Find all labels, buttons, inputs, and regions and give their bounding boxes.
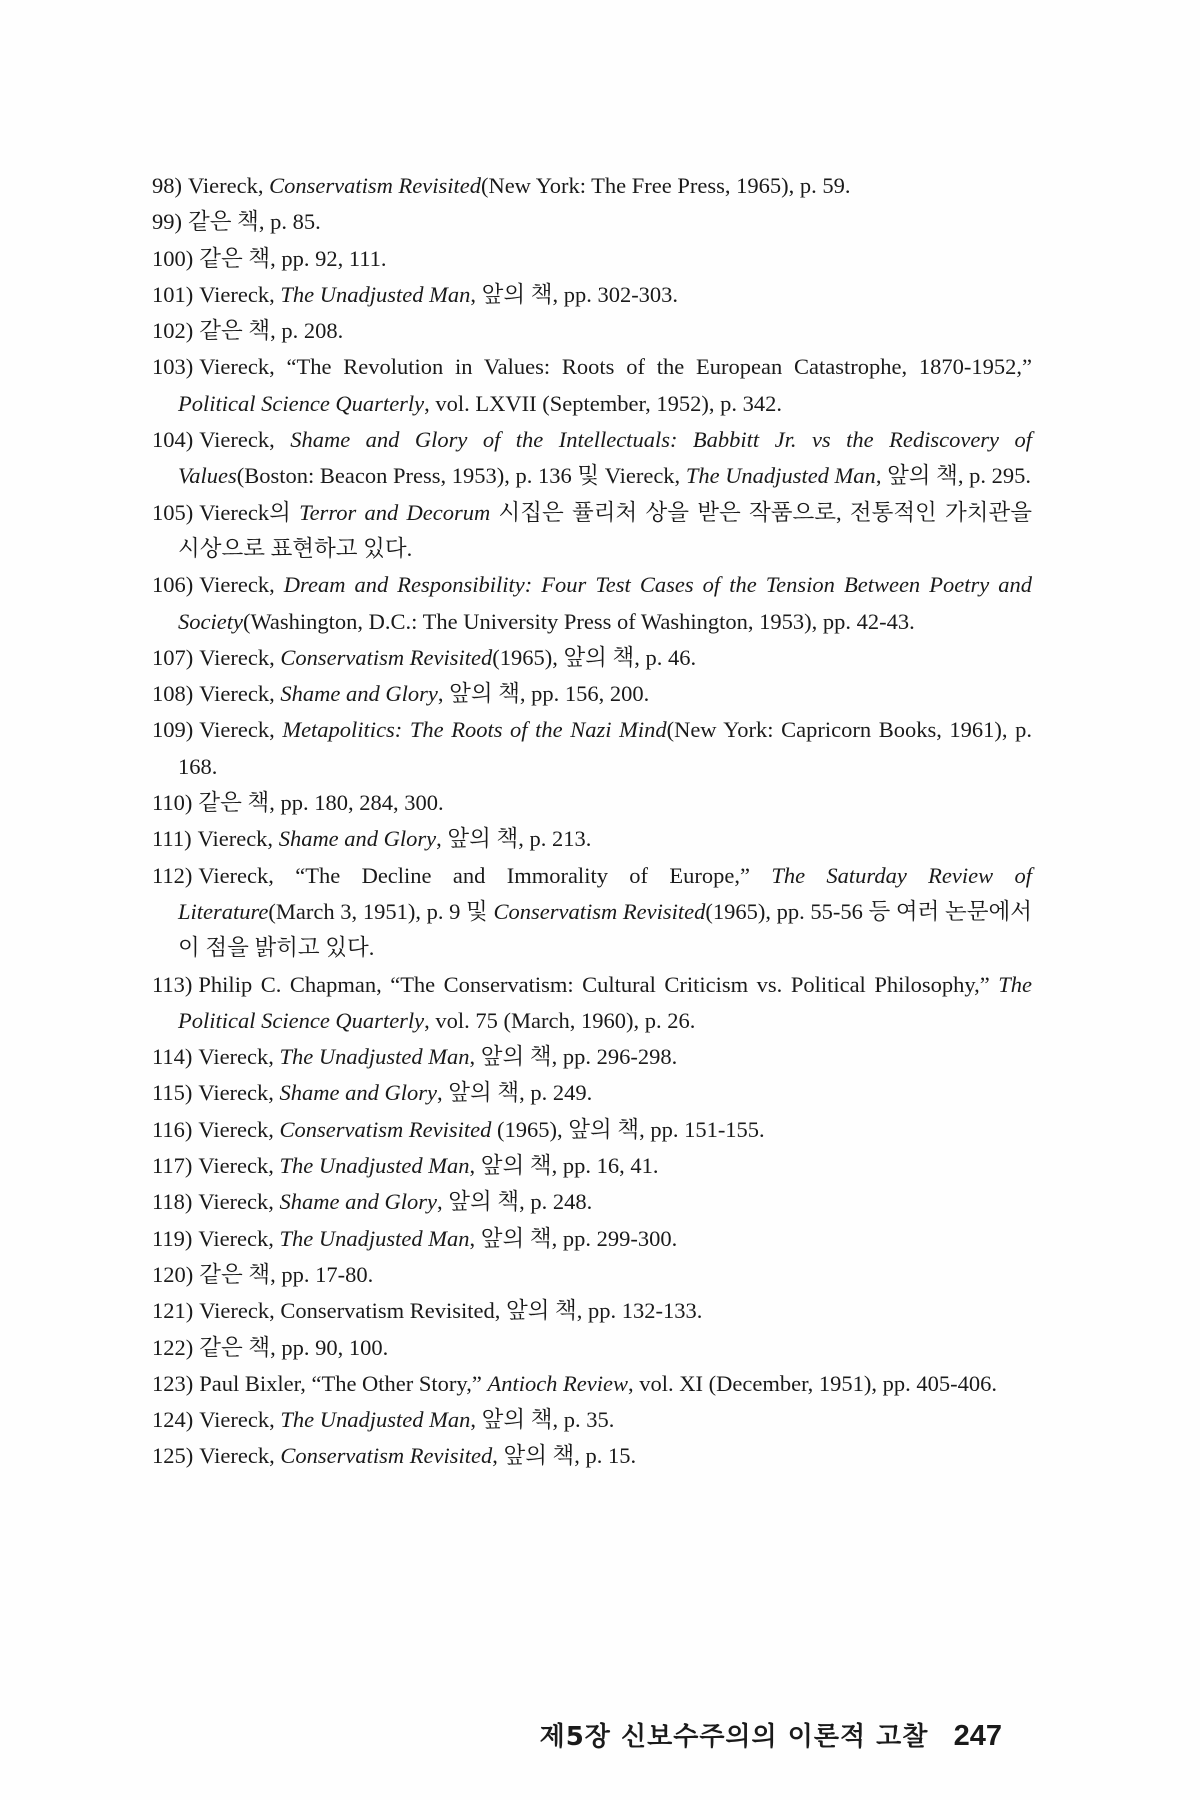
endnote-text: (Boston: Beacon Press, 1953), p. 136 및 Viereck,: [236, 463, 686, 489]
endnote-text: Philip C. Chapman, “The Conservatism: Cultural Criticism vs. Political Philosophy,”: [198, 971, 999, 997]
endnote-title-text: The Saturday Review of Literature: [178, 862, 1033, 924]
endnote-text: 같은 책, p. 85.: [188, 209, 321, 235]
endnote-text: Viereck,: [199, 717, 283, 743]
endnote-item: [152, 1039, 1032, 1075]
endnote-title-text: Shame and Glory: [279, 1080, 438, 1106]
endnote-item: [152, 567, 1032, 640]
endnote-text: Viereck,: [198, 1225, 280, 1251]
endnote-text: Viereck,: [188, 173, 270, 198]
endnote-title-text: Conservatism Revisited: [280, 1443, 493, 1469]
endnote-text: Viereck,: [199, 281, 281, 307]
endnotes-list: [152, 168, 1032, 1475]
endnote-text: , vol. 75 (March, 1960), p. 26.: [424, 1007, 696, 1033]
endnote-item: [152, 422, 1032, 495]
endnote-item: [152, 1184, 1032, 1220]
endnote-number: 120): [152, 1261, 194, 1287]
endnote-text: Viereck,: [198, 1153, 280, 1179]
endnote-item: [152, 168, 1032, 204]
endnote-item: [152, 1402, 1032, 1438]
endnote-item: [152, 967, 1032, 1040]
endnote-number: 123): [152, 1370, 194, 1396]
endnote-text: 같은 책, pp. 90, 100.: [199, 1334, 389, 1360]
endnote-text: , 앞의 책, pp. 156, 200.: [437, 681, 650, 707]
endnote-text: Viereck,: [199, 1443, 281, 1469]
endnote-text: Viereck,: [198, 1080, 280, 1106]
endnote-item: [152, 1112, 1032, 1148]
endnote-title-text: The Unadjusted Man: [279, 1153, 470, 1179]
endnote-title-text: Conservatism Revisited: [269, 173, 481, 198]
endnote-item: [152, 1075, 1032, 1111]
endnote-title-text: Shame and Glory: [280, 681, 438, 707]
endnote-item: [152, 277, 1032, 313]
endnote-text: Viereck, Conservatism Revisited, 앞의 책, pp. 132-133.: [199, 1298, 703, 1324]
endnote-title-text: Conservatism Revisited: [280, 644, 493, 670]
endnote-text: , vol. LXVII (September, 1952), p. 342.: [424, 390, 782, 416]
endnote-text: (March 3, 1951), p. 9 및: [268, 898, 494, 924]
endnote-title-text: The Unadjusted Man: [280, 281, 471, 307]
endnote-item: [152, 1148, 1032, 1184]
endnote-item: [152, 349, 1032, 422]
endnote-text: Viereck,: [199, 1407, 281, 1433]
endnote-text: , 앞의 책, p. 295.: [875, 463, 1032, 489]
endnote-number: 114): [152, 1044, 193, 1070]
endnote-text: , 앞의 책, p. 35.: [470, 1407, 615, 1433]
endnote-number: 98): [152, 173, 182, 198]
endnote-item: [152, 1366, 1032, 1402]
endnote-title-text: Antioch Review: [487, 1370, 629, 1396]
endnote-item: [152, 204, 1032, 240]
endnote-number: 119): [152, 1225, 193, 1251]
endnote-text: (Washington, D.C.: The University Press of Washington, 1953), pp. 42-43.: [242, 608, 915, 634]
endnote-text: Viereck의: [199, 499, 300, 525]
endnote-title-text: The Unadjusted Man: [685, 463, 876, 489]
endnote-number: 115): [152, 1080, 193, 1106]
endnote-item: [152, 1221, 1032, 1257]
endnote-text: , 앞의 책, p. 213.: [436, 826, 592, 852]
endnote-text: Paul Bixler, “The Other Story,”: [199, 1370, 488, 1396]
endnote-title-text: Conservatism Revisited: [493, 898, 706, 924]
endnote-title-text: Shame and Glory: [278, 826, 437, 852]
endnote-text: , 앞의 책, pp. 299-300.: [469, 1225, 678, 1251]
endnote-title-text: Political Science Quarterly: [178, 390, 425, 416]
endnote-item: [152, 676, 1032, 712]
endnote-text: (New York: Capricorn Books, 1961), p. 168.: [178, 717, 1032, 779]
endnote-number: 121): [152, 1298, 194, 1324]
endnote-number: 107): [152, 644, 194, 670]
endnote-title-text: Shame and Glory: [279, 1189, 438, 1215]
endnote-text: Viereck,: [199, 681, 281, 707]
endnote-title-text: The Unadjusted Man: [280, 1407, 471, 1433]
endnote-text: 시집은 퓰리처 상을 받은 작품으로, 전통적인 가치관을 시상으로 표현하고 있다.: [178, 499, 1033, 561]
endnote-number: 111): [152, 826, 192, 852]
page-number: 247: [953, 1720, 1002, 1752]
endnote-text: , 앞의 책, p. 15.: [492, 1443, 637, 1469]
endnote-text: , 앞의 책, pp. 302-303.: [470, 281, 679, 307]
endnote-title-text: The Political Science Quarterly: [178, 971, 1032, 1033]
endnote-number: 103): [152, 354, 194, 380]
endnote-number: 122): [152, 1334, 194, 1360]
endnote-text: (New York: The Free Press, 1965), p. 59.: [480, 173, 851, 198]
endnote-number: 101): [152, 281, 194, 307]
endnote-item: [152, 821, 1032, 857]
endnote-number: 100): [152, 245, 194, 271]
endnote-number: 118): [152, 1189, 193, 1215]
endnote-item: [152, 640, 1032, 676]
endnote-text: Viereck,: [198, 1044, 280, 1070]
endnote-item: [152, 1438, 1032, 1474]
endnote-number: 102): [152, 318, 194, 344]
endnote-text: 같은 책, pp. 180, 284, 300.: [198, 790, 444, 816]
endnote-number: 106): [152, 572, 194, 598]
endnote-number: 104): [152, 427, 194, 453]
endnote-number: 112): [152, 862, 193, 888]
endnote-number: 109): [152, 717, 194, 743]
endnote-title-text: Metapolitics: The Roots of the Nazi Mind: [282, 717, 667, 743]
page-footer: [540, 1716, 1002, 1753]
endnote-title-text: Conservatism Revisited: [279, 1116, 492, 1142]
endnote-item: [152, 241, 1032, 277]
endnote-text: Viereck, “The Revolution in Values: Roots of the European Catastrophe, 1870-1952,”: [199, 354, 1032, 380]
endnote-title-text: The Unadjusted Man: [279, 1044, 470, 1070]
endnote-text: , vol. XI (December, 1951), pp. 405-406.: [628, 1370, 998, 1396]
endnote-text: 같은 책, pp. 92, 111.: [199, 245, 387, 271]
endnote-number: 108): [152, 681, 194, 707]
endnote-number: 117): [152, 1153, 193, 1179]
endnote-item: [152, 1330, 1032, 1366]
endnote-title-text: The Unadjusted Man: [279, 1225, 470, 1251]
endnote-text: , 앞의 책, p. 249.: [437, 1080, 593, 1106]
endnote-number: 113): [152, 971, 193, 997]
endnote-text: Viereck,: [199, 427, 291, 453]
endnote-text: , 앞의 책, p. 248.: [437, 1189, 593, 1215]
endnote-item: [152, 785, 1032, 821]
endnote-number: 110): [152, 790, 193, 816]
endnote-number: 124): [152, 1407, 194, 1433]
endnote-text: (1965), 앞의 책, p. 46.: [492, 644, 697, 670]
endnote-text: Viereck,: [198, 1189, 280, 1215]
endnote-text: Viereck,: [199, 644, 281, 670]
endnote-title-text: Dream and Responsibility: Four Test Cases of the Tension Between Poetry and Society: [178, 572, 1032, 634]
endnote-text: (1965), pp. 55-56 등 여러 논문에서 이 점을 밝히고 있다.: [178, 898, 1032, 961]
endnote-item: [152, 1257, 1032, 1293]
endnote-text: , 앞의 책, pp. 16, 41.: [469, 1153, 659, 1179]
endnote-item: [152, 495, 1032, 568]
endnote-text: Viereck,: [197, 826, 279, 852]
endnote-text: 같은 책, p. 208.: [199, 318, 344, 344]
endnote-item: [152, 1293, 1032, 1329]
endnote-item: [152, 858, 1032, 967]
endnote-text: , 앞의 책, pp. 296-298.: [469, 1044, 678, 1070]
endnote-text: (1965), 앞의 책, pp. 151-155.: [491, 1116, 765, 1142]
endnote-text: Viereck,: [199, 572, 284, 598]
endnote-text: 같은 책, pp. 17-80.: [199, 1261, 374, 1287]
endnote-item: [152, 313, 1032, 349]
endnote-number: 99): [152, 209, 182, 235]
endnote-item: [152, 712, 1032, 785]
endnote-number: 125): [152, 1443, 194, 1469]
endnote-text: Viereck, “The Decline and Immorality of Europe,”: [198, 862, 772, 888]
endnote-text: Viereck,: [198, 1116, 280, 1142]
chapter-title: 제5장 신보수주의의 이론적 고찰: [539, 1722, 929, 1752]
endnote-number: 105): [152, 499, 194, 525]
endnote-title-text: Terror and Decorum: [299, 499, 491, 525]
endnote-title-text: Shame and Glory of the Intellectuals: Babbitt Jr. vs the Rediscovery of Values: [178, 427, 1033, 489]
endnote-number: 116): [152, 1116, 193, 1142]
